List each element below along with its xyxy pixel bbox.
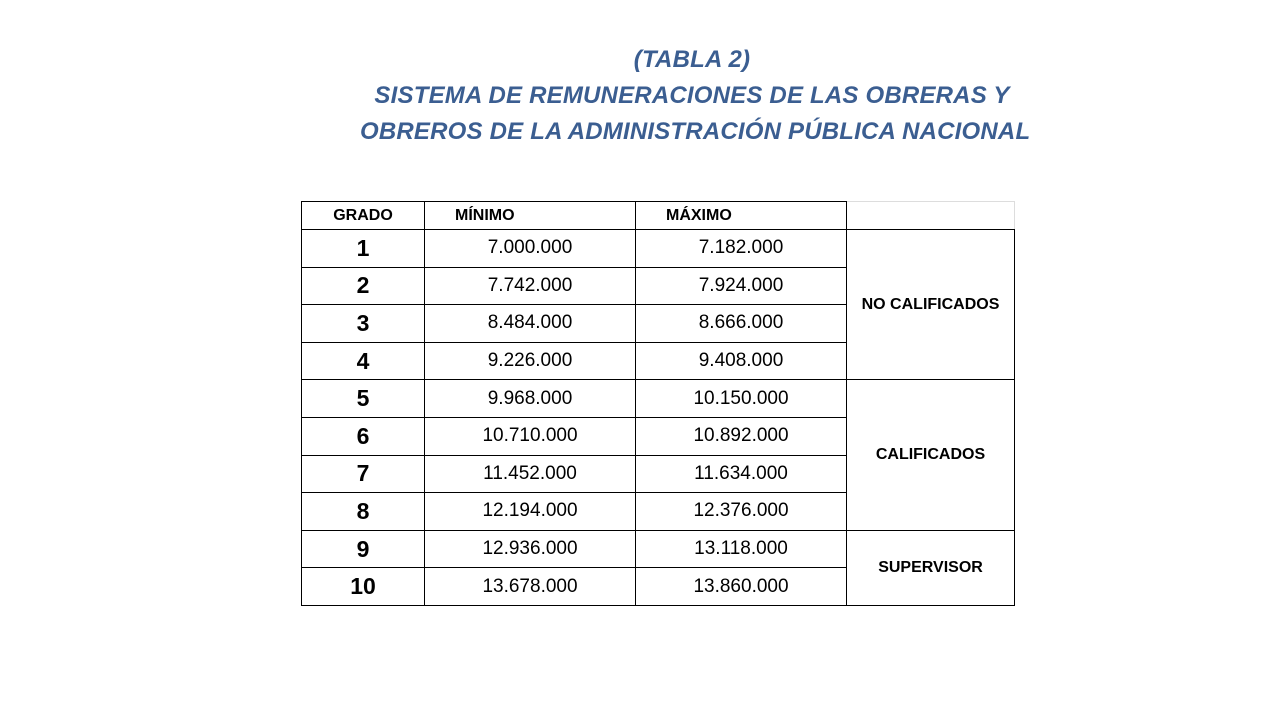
minimo-cell: 12.936.000	[425, 530, 636, 568]
maximo-cell: 13.860.000	[636, 568, 847, 606]
minimo-cell: 7.742.000	[425, 267, 636, 305]
title-line-3: OBREROS DE LA ADMINISTRACIÓN PÚBLICA NACIONAL	[360, 118, 1031, 145]
table-row	[302, 530, 1015, 568]
grade-cell: 4	[302, 342, 425, 380]
maximo-cell: 10.150.000	[636, 380, 847, 418]
category-supervisor: SUPERVISOR	[847, 530, 1015, 605]
header-grado: GRADO	[302, 202, 425, 230]
maximo-cell: 12.376.000	[636, 493, 847, 531]
grade-cell: 9	[302, 530, 425, 568]
slide-title	[360, 42, 1031, 150]
maximo-cell: 7.924.000	[636, 267, 847, 305]
header-category	[847, 202, 1015, 230]
category-calificados: CALIFICADOS	[847, 380, 1015, 530]
table-row	[302, 230, 1015, 268]
maximo-cell: 11.634.000	[636, 455, 847, 493]
table-header-row	[302, 202, 1015, 230]
salary-table	[301, 201, 1015, 606]
maximo-cell: 10.892.000	[636, 417, 847, 455]
grade-cell: 3	[302, 305, 425, 343]
minimo-cell: 8.484.000	[425, 305, 636, 343]
maximo-cell: 7.182.000	[636, 230, 847, 268]
minimo-cell: 12.194.000	[425, 493, 636, 531]
maximo-cell: 9.408.000	[636, 342, 847, 380]
minimo-cell: 9.226.000	[425, 342, 636, 380]
grade-cell: 7	[302, 455, 425, 493]
grade-cell: 5	[302, 380, 425, 418]
minimo-cell: 13.678.000	[425, 568, 636, 606]
maximo-cell: 8.666.000	[636, 305, 847, 343]
table-row	[302, 380, 1015, 418]
grade-cell: 8	[302, 493, 425, 531]
minimo-cell: 11.452.000	[425, 455, 636, 493]
grade-cell: 1	[302, 230, 425, 268]
title-line-1: (TABLA 2)	[633, 46, 751, 73]
grade-cell: 10	[302, 568, 425, 606]
minimo-cell: 7.000.000	[425, 230, 636, 268]
header-maximo: MÁXIMO	[636, 202, 847, 230]
grade-cell: 6	[302, 417, 425, 455]
grade-cell: 2	[302, 267, 425, 305]
minimo-cell: 10.710.000	[425, 417, 636, 455]
minimo-cell: 9.968.000	[425, 380, 636, 418]
title-line-2: SISTEMA DE REMUNERACIONES DE LAS OBRERAS Y	[374, 82, 1010, 109]
header-minimo: MÍNIMO	[425, 202, 636, 230]
maximo-cell: 13.118.000	[636, 530, 847, 568]
category-no-calificados: NO CALIFICADOS	[847, 230, 1015, 380]
